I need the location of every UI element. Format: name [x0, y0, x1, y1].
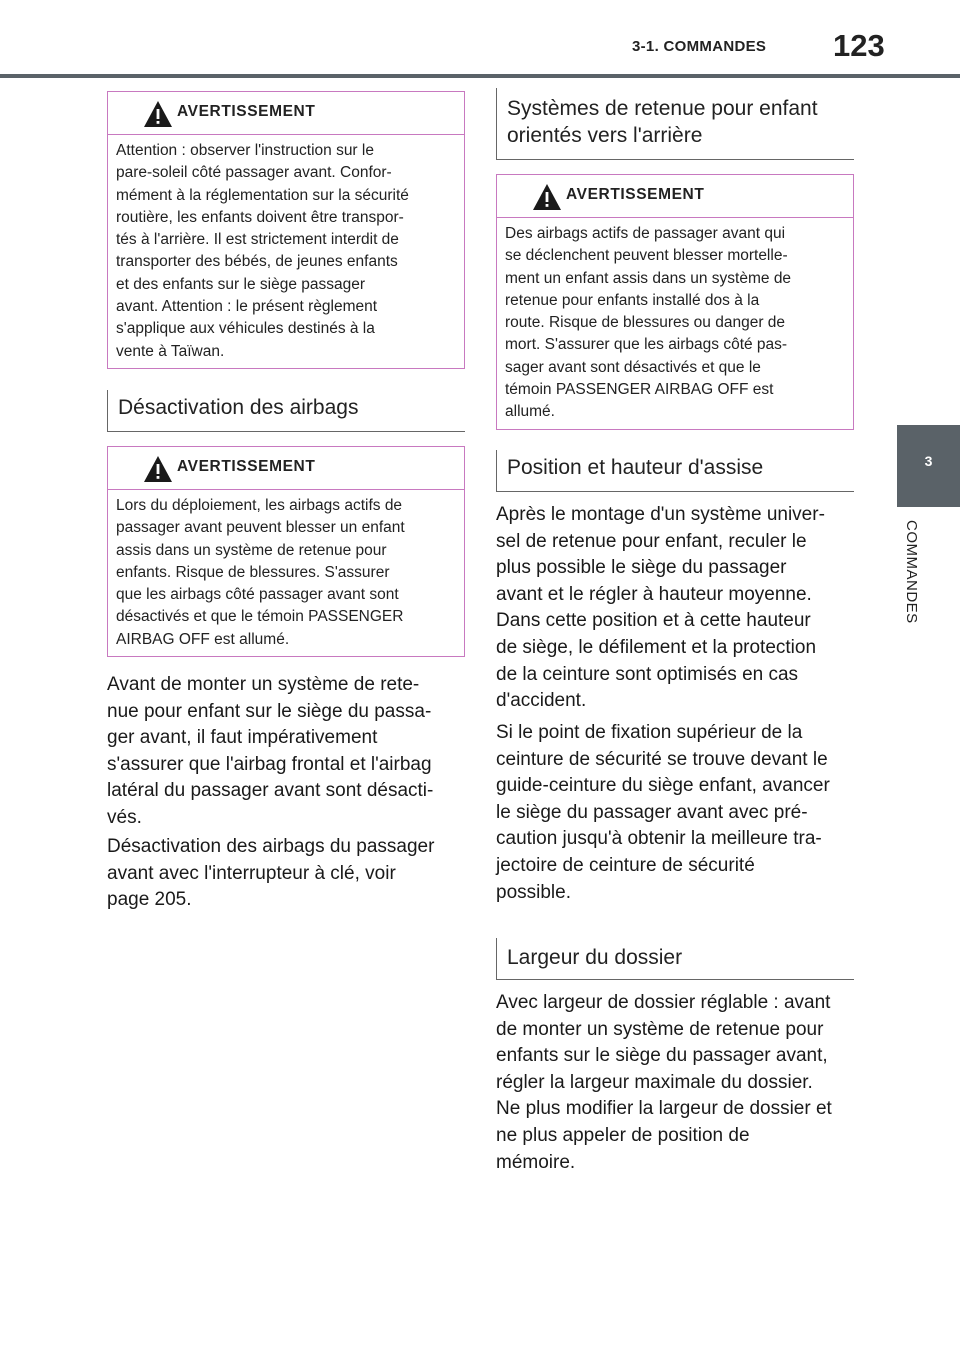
warning-line: témoin PASSENGER AIRBAG OFF est: [505, 381, 774, 399]
chapter-title: 3-1. COMMANDES: [632, 38, 767, 55]
text-line: page 205.: [107, 889, 192, 911]
warning-line: avant. Attention : le présent règlement: [116, 298, 378, 316]
text-line: Désactivation des airbags du passager: [107, 836, 435, 857]
chapter-tab-number: 3: [924, 453, 933, 469]
warning-line: tés à l'arrière. Il est strictement interdit de: [116, 231, 399, 249]
warning-title: AVERTISSEMENT: [566, 186, 705, 203]
warning-box-taiwan: [107, 91, 465, 369]
text-line: ceinture de sécurité se trouve devant le: [496, 748, 828, 770]
text-line: ne plus appeler de position de: [496, 1124, 750, 1146]
warning-line: enfants. Risque de blessures. S'assurer: [116, 563, 390, 581]
warning-line: ment un enfant assis dans un système de: [505, 269, 792, 287]
text-line: vés.: [107, 806, 142, 828]
text-line: nue pour enfant sur le siège du passa-: [107, 700, 432, 722]
text-line: mémoire.: [496, 1151, 576, 1173]
warning-line: route. Risque de blessures ou danger de: [505, 314, 786, 332]
text-line: s'assurer que l'airbag frontal et l'airbag: [107, 753, 432, 775]
warning-line: s'applique aux véhicules destinés à la: [116, 320, 375, 338]
warning-line: et des enfants sur le siège passager: [116, 275, 366, 293]
warning-line: transporter des bébés, de jeunes enfants: [116, 253, 398, 271]
text-line: Si le point de fixation supérieur de la: [496, 722, 803, 743]
text-line: latéral du passager avant sont désacti-: [107, 780, 434, 802]
text-line: Ne plus modifier la largeur de dossier et: [496, 1098, 832, 1120]
text-line: de la ceinture sont optimisés en cas: [496, 663, 799, 685]
warning-line: Attention : observer l'instruction sur le: [116, 142, 374, 159]
body-paragraph: [107, 834, 467, 914]
text-line: Dans cette position et à cette hauteur: [496, 610, 811, 632]
section-title-line: orientés vers l'arrière: [507, 124, 703, 147]
page-header: [0, 0, 960, 80]
chapter-tab: [897, 425, 960, 507]
warning-text: [497, 218, 853, 424]
text-line: jectoire de ceinture de sécurité: [496, 854, 755, 876]
text-line: de monter un système de retenue pour: [496, 1018, 824, 1040]
text-line: guide-ceinture du siège enfant, avancer: [496, 775, 830, 797]
text-line: avant avec l'interrupteur à clé, voir: [107, 862, 396, 884]
warning-title: AVERTISSEMENT: [177, 103, 316, 120]
warning-text: [108, 135, 464, 363]
text-line: le siège du passager avant avec pré-: [496, 801, 808, 823]
warning-line: désactivés et que le témoin PASSENGER: [116, 608, 404, 626]
text-line: Avant de monter un système de rete-: [107, 674, 420, 695]
body-paragraph: [496, 720, 860, 906]
body-paragraph: [107, 672, 467, 832]
text-line: régler la largeur maximale du dossier.: [496, 1071, 813, 1093]
chapter-side-label: [900, 520, 940, 650]
warning-line: sager avant sont désactivés et que le: [505, 358, 761, 376]
warning-line: assis dans un système de retenue pour: [116, 541, 387, 559]
chapter-side-label-text: COMMANDES: [903, 520, 920, 624]
text-line: enfants sur le siège du passager avant,: [496, 1045, 828, 1067]
warning-line: mort. S'assurer que les airbags côté pas-: [505, 336, 788, 354]
section-heading-seat-position: [496, 450, 854, 492]
body-paragraph: [496, 990, 860, 1176]
warning-title: AVERTISSEMENT: [177, 458, 316, 475]
warning-line: passager avant peuvent blesser un enfant: [116, 519, 405, 537]
section-heading-backrest-width: [496, 938, 854, 980]
warning-header: [108, 92, 464, 135]
warning-box-airbag-deployment: [107, 446, 465, 657]
section-title: Largeur du dossier: [507, 946, 683, 969]
warning-box-rear-facing: [496, 174, 854, 430]
warning-triangle-icon: [143, 455, 173, 483]
warning-line: se déclenchent peuvent blesser mortelle-: [505, 247, 788, 265]
warning-line: Des airbags actifs de passager avant qui: [505, 225, 786, 242]
section-heading-rear-facing: [496, 88, 854, 160]
text-line: caution jusqu'à obtenir la meilleure tra-: [496, 828, 822, 850]
warning-line: Lors du déploiement, les airbags actifs de: [116, 497, 403, 514]
warning-line: vente à Taïwan.: [116, 342, 225, 360]
text-line: plus possible le siège du passager: [496, 557, 787, 579]
warning-header: [108, 447, 464, 490]
warning-line: AIRBAG OFF est allumé.: [116, 630, 290, 648]
text-line: Avec largeur de dossier réglable : avant: [496, 992, 831, 1013]
page-number: 123: [833, 28, 885, 63]
warning-text: [108, 490, 464, 651]
warning-triangle-icon: [143, 100, 173, 128]
warning-line: allumé.: [505, 403, 555, 421]
warning-line: mément à la réglementation sur la sécurité: [116, 186, 409, 204]
text-line: d'accident.: [496, 690, 587, 712]
section-heading-airbag-deactivation: [107, 390, 465, 432]
text-line: ger avant, il faut impérativement: [107, 727, 378, 749]
section-title-line: Systèmes de retenue pour enfant: [507, 97, 818, 120]
text-line: avant et le régler à hauteur moyenne.: [496, 583, 812, 605]
warning-line: retenue pour enfants installé dos à la: [505, 291, 760, 309]
section-title: Désactivation des airbags: [118, 396, 359, 419]
section-title: Position et hauteur d'assise: [507, 456, 764, 479]
text-line: sel de retenue pour enfant, reculer le: [496, 530, 807, 552]
warning-header: [497, 175, 853, 218]
warning-line: que les airbags côté passager avant sont: [116, 586, 399, 604]
warning-line: pare-soleil côté passager avant. Confor-: [116, 164, 392, 182]
body-paragraph: [496, 502, 860, 715]
text-line: de siège, le défilement et la protection: [496, 636, 817, 658]
warning-line: routière, les enfants doivent être transpor-: [116, 208, 404, 226]
text-line: possible.: [496, 881, 571, 903]
header-rule: [0, 74, 960, 78]
text-line: Après le montage d'un système univer-: [496, 504, 825, 525]
warning-triangle-icon: [532, 183, 562, 211]
